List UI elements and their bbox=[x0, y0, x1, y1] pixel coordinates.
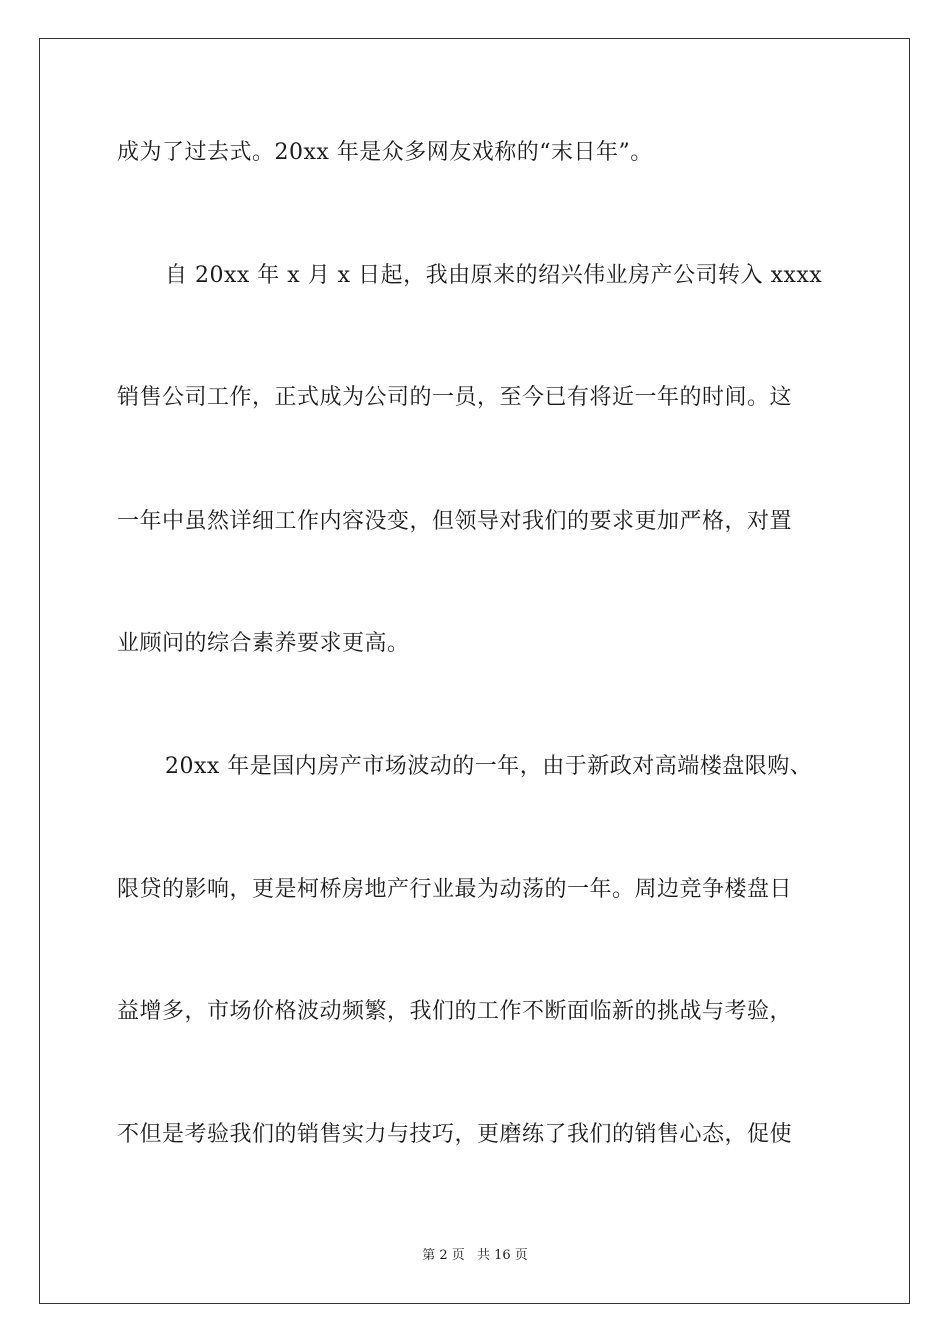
page-border bbox=[39, 38, 910, 1304]
text-line-4: 一年中虽然详细工作内容没变，但领导对我们的要求更加严格，对置 bbox=[117, 509, 793, 534]
page-number: 第 2 页 bbox=[422, 1248, 465, 1263]
text-line-7: 限贷的影响，更是柯桥房地产行业最为动荡的一年。周边竞争楼盘日 bbox=[117, 877, 793, 902]
page-footer bbox=[0, 1247, 950, 1265]
text-line-9: 不但是考验我们的销售实力与技巧，更磨练了我们的销售心态，促使 bbox=[117, 1122, 793, 1147]
text-line-2: 自 20xx 年 x 月 x 日起，我由原来的绍兴伟业房产公司转入 xxxx bbox=[165, 263, 823, 288]
text-line-1: 成为了过去式。20xx 年是众多网友戏称的“末日年”。 bbox=[117, 140, 653, 165]
text-line-3: 销售公司工作，正式成为公司的一员，至今已有将近一年的时间。这 bbox=[117, 385, 793, 410]
page-total: 共 16 页 bbox=[476, 1248, 528, 1263]
text-line-8: 益增多，市场价格波动频繁，我们的工作不断面临新的挑战与考验， bbox=[117, 999, 793, 1024]
text-line-5: 业顾问的综合素养要求更高。 bbox=[117, 631, 410, 656]
text-line-6: 20xx 年是国内房产市场波动的一年，由于新政对高端楼盘限购、 bbox=[165, 754, 813, 779]
